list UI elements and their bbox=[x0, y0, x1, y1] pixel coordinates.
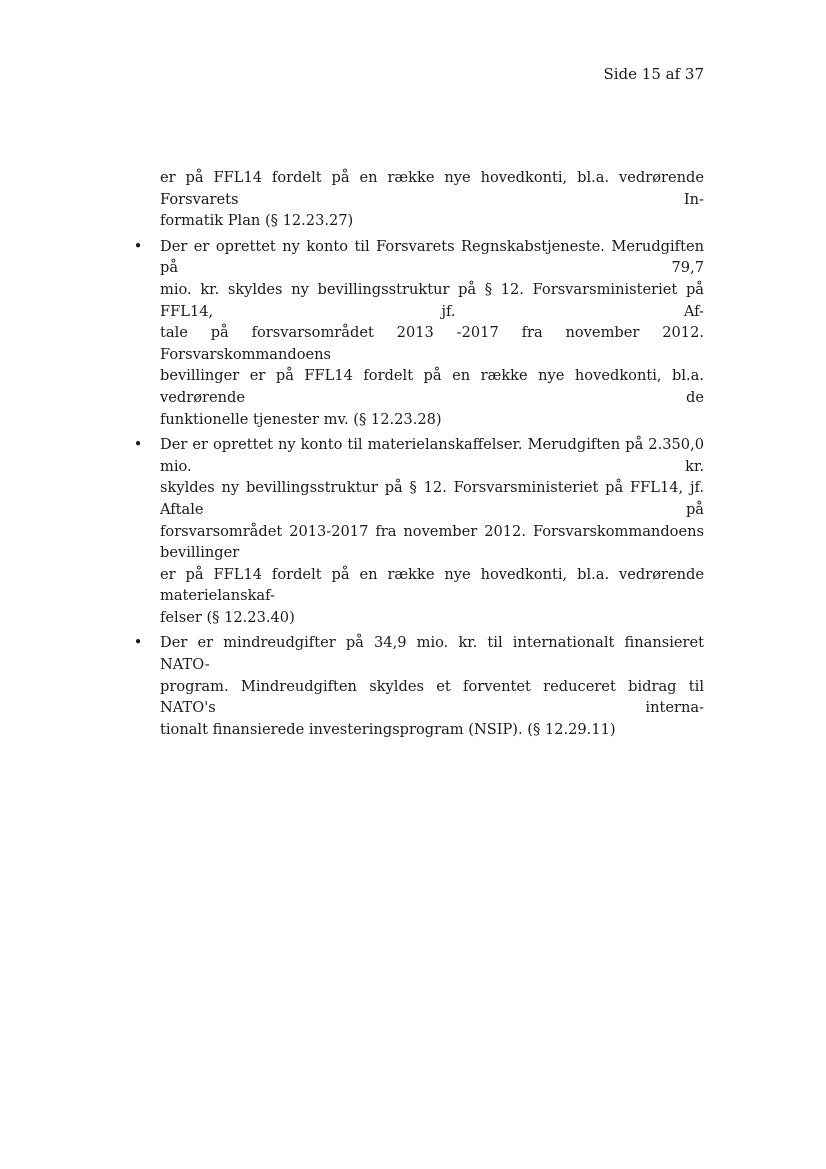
text-line: tionalt finansierede investeringsprogram (NSIP). (§ 12.29.11) bbox=[160, 720, 616, 738]
text-line: Der er mindreudgifter på 34,9 mio. kr. til internationalt finansieret NATO- bbox=[160, 634, 704, 674]
intro-paragraph bbox=[160, 167, 704, 232]
text-line: er på FFL14 fordelt på en række nye hovedkonti, bl.a. vedrørende Forsvarets In- bbox=[160, 169, 704, 208]
bullet-icon: • bbox=[133, 634, 143, 652]
bullet-icon: • bbox=[133, 436, 143, 454]
text-line: Der er oprettet ny konto til materielanskaffelser. Merudgiften på 2.350,0 mio. kr. bbox=[160, 436, 704, 475]
text-line: er på FFL14 fordelt på en række nye hovedkonti, bl.a. vedrørende materielanskaf- bbox=[160, 565, 704, 605]
bullet-item-regnskabstjeneste bbox=[133, 236, 704, 430]
document-body bbox=[133, 167, 704, 740]
text-line: formatik Plan (§ 12.23.27) bbox=[160, 212, 354, 230]
text-line: Der er oprettet ny konto til Forsvarets Regnskabstjeneste. Merudgiften på 79,7 bbox=[160, 237, 704, 277]
text-line: forsvarsområdet 2013-2017 fra november 2012. Forsvarskommandoens bevillinger bbox=[160, 522, 704, 562]
text-line: skyldes ny bevillingsstruktur på § 12. Forsvarsministeriet på FFL14, jf. Aftale på bbox=[160, 479, 704, 518]
bullet-item-materielanskaffelser bbox=[133, 434, 704, 628]
text-line: felser (§ 12.23.40) bbox=[160, 608, 295, 626]
bullet-item-nato-program bbox=[133, 632, 704, 740]
text-line: bevillinger er på FFL14 fordelt på en række nye hovedkonti, bl.a. vedrørende de bbox=[160, 367, 704, 406]
text-line: funktionelle tjenester mv. (§ 12.23.28) bbox=[160, 410, 442, 428]
bullet-icon: • bbox=[133, 237, 143, 255]
text-line: mio. kr. skyldes ny bevillingsstruktur på § 12. Forsvarsministeriet på FFL14, jf. Af- bbox=[160, 280, 704, 320]
page-number: Side 15 af 37 bbox=[603, 65, 704, 83]
text-line: program. Mindreudgiften skyldes et forventet reduceret bidrag til NATO's interna- bbox=[160, 677, 704, 717]
text-line: tale på forsvarsområdet 2013 -2017 fra november 2012. Forsvarskommandoens bbox=[160, 324, 704, 363]
